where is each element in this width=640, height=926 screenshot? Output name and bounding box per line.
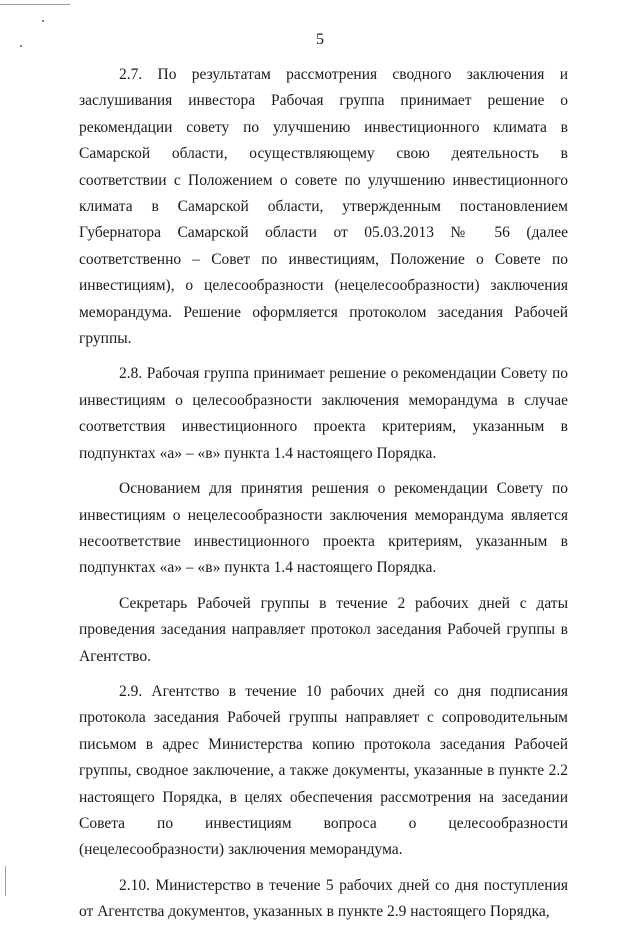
paragraph-grounds: Основанием для принятия решения о рекомендации Совету по инвестициям о нецелесообразности заключения меморандума является несоответствие инвестиционного проекта критериям, указанным в подпунктах «а» – «в» пункта 1.4 настоящего Порядка. [79,480,568,577]
paragraph-2-8: 2.8. Рабочая группа принимает решение о рекомендации Совету по инвестициям о целесообразности заключения меморандума в случае соответствия инвестиционного проекта критериям, указанным в подпунктах «а» – «в» пункта 1.4 настоящего Порядка. [79,365,568,462]
paragraph-2-7: 2.7. По результатам рассмотрения сводного заключения и заслушивания инвестора Рабочая группа принимает решение о рекомендации совету по улучшению инвестиционного климата в Самарской области, осуществляющему свою деятельность в соответствии с Положением о совете по улучшению инвестиционного климата в Самарской области, утвержденным постановлением Губернатора Самарской области от 05.03.2013 № 56 (далее соответственно – Совет по инвестициям, Положение о Совете по инвестициям), о целесообразности (нецелесообразности) заключения меморандума. Решение оформляется протоколом заседания Рабочей группы. [79,66,568,348]
document-body [79,62,568,926]
scan-artifact-dot [42,20,44,22]
paragraph-2-10: 2.10. Министерство в течение 5 рабочих дней со дня поступления от Агентства документов, указанных в пункте 2.9 настоящего Порядка, [79,876,568,921]
paragraph-secretary: Секретарь Рабочей группы в течение 2 рабочих дней с даты проведения заседания направляет протокол заседания Рабочей группы в Агентство. [79,594,568,665]
page-number: 5 [316,31,324,48]
paragraph-2-9: 2.9. Агентство в течение 10 рабочих дней со дня подписания протокола заседания Рабочей группы направляет с сопроводительным письмом в адрес Министерства копию протокола заседания Рабочей группы, сводное заключение, а также документы, указанные в пункте 2.2 настоящего Порядка, в целях обеспечения рассмотрения на заседании Совета по инвестициям вопроса о целесообразности (нецелесообразности) заключения меморандума. [79,682,568,859]
scan-artifact-line [0,4,70,5]
scan-artifact-edge [5,866,6,896]
